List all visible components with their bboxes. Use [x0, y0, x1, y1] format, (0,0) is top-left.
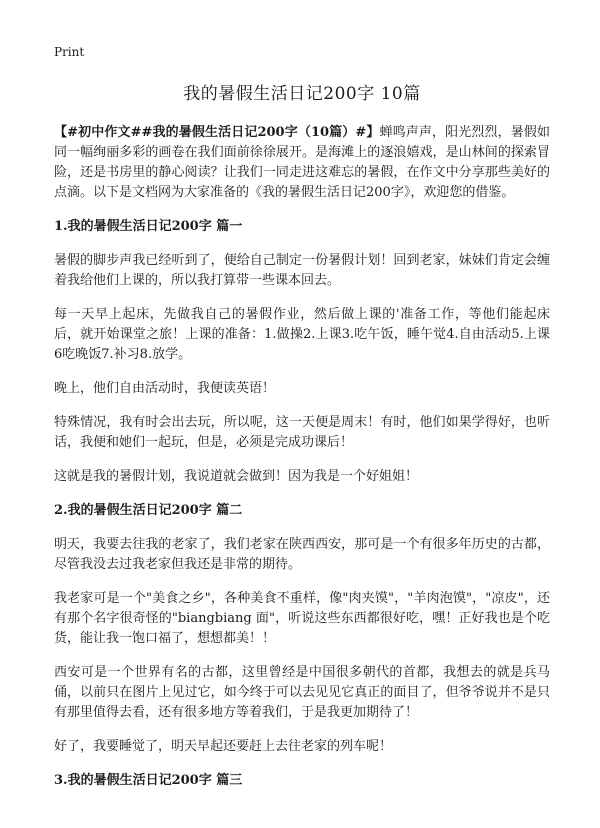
- body-paragraph: 暑假的脚步声我已经听到了，便给自己制定一份暑假计划！回到老家，妹妹们肯定会缠着我给他们上课的，所以我打算带一些课本回去。: [54, 253, 550, 288]
- intro-text: 蝉鸣声声，阳光烈烈，暑假如同一幅绚丽多彩的画卷在我们面前徐徐展开。是海滩上的逐浪嬉戏，是山林间的探索冒险，还是书房里的静心阅读？让我们一同走进这难忘的暑假，在作文中分享那些美好的点滴。以下是文档网为大家准备的《我的暑假生活日记200字》，欢迎您的借鉴。: [54, 125, 550, 200]
- body-paragraph: 好了，我要睡觉了，明天早起还要赶上去往老家的列车呢！: [54, 739, 393, 754]
- body-paragraph: 这就是我的暑假计划，我说道就会做到！因为我是一个好姐姐！: [54, 469, 419, 484]
- body-paragraph: 晚上，他们自由活动时，我便读英语！: [54, 381, 276, 396]
- body-paragraph: 明天，我要去往我的老家了，我们老家在陕西西安，那可是一个有很多年历史的古都，尽管我没去过我老家但我还是非常的期待。: [54, 537, 550, 572]
- document-title: 我的暑假生活日记200字 10篇: [183, 84, 421, 104]
- section-heading: 3.我的暑假生活日记200字 篇三: [54, 773, 243, 788]
- body-paragraph: 特殊情况，我有时会出去玩，所以呢，这一天便是周末！有时，他们如果学得好，也听话，我便和她们一起玩，但是，必须是完成功课后！: [54, 415, 550, 450]
- intro-tag: 【#初中作文##我的暑假生活日记200字（10篇）#】: [54, 125, 380, 140]
- section-heading: 1.我的暑假生活日记200字 篇一: [54, 219, 243, 234]
- body-paragraph: 每一天早上起床，先做我自己的暑假作业，然后做上课的'准备工作，等他们能起床后，就开始课堂之旅！上课的准备：1.做操2.上课3.吃午饭，睡午觉4.自由活动5.上课6吃晚饭7.补习8.放学。: [54, 307, 550, 362]
- print-label: Print: [54, 45, 85, 59]
- intro-paragraph: [54, 123, 550, 203]
- body-paragraph: 我老家可是一个"美食之乡"，各种美食不重样，像"肉夹馍"，"羊肉泡馍"，"凉皮"，还有那个名字很奇怪的"biangbiang 面"，听说这些东西都很好吃，嘿！正好我也是个吃货，能让我一饱口福了，想想都美！！: [54, 591, 550, 646]
- section-heading: 2.我的暑假生活日记200字 篇二: [54, 503, 243, 518]
- body-paragraph: 西安可是一个世界有名的古都，这里曾经是中国很多朝代的首都，我想去的就是兵马俑，以前只在图片上见过它，如今终于可以去见见它真正的面目了，但爷爷说并不是只有那里值得去看，还有很多地方等着我们，于是我更加期待了！: [54, 665, 550, 720]
